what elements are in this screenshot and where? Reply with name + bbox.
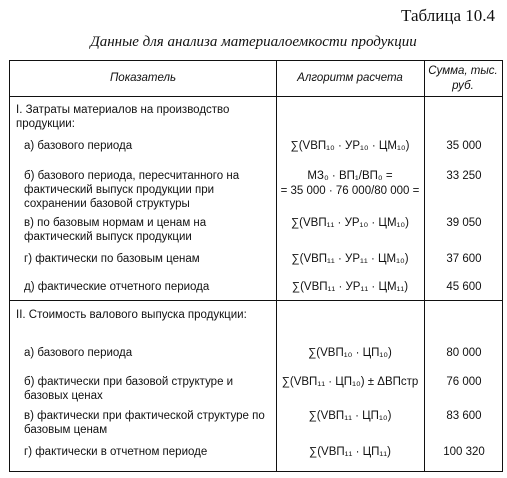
row-label: г) фактически в отчетном периоде <box>24 446 208 458</box>
row-formula: ∑(VBП₁₁ · ЦП₁₀) ± ΔВПстр <box>281 376 419 388</box>
row-label: д) фактические отчетного периода <box>24 281 210 293</box>
row-label: б) базового периода, пересчитанного на фактический выпуск продукции при сохранении базовой структуры <box>24 170 240 210</box>
header-algorithm: Алгоритм расчета <box>297 72 403 84</box>
row-value: 33 250 <box>446 170 482 182</box>
row-formula: ∑(VBП₁₀ · ЦП₁₀) <box>308 347 392 359</box>
row-formula: МЗ₀ · ВП₁/ВП₀ = <box>307 170 393 182</box>
table-caption: Данные для анализа материалоемкости продукции <box>90 34 417 50</box>
data-table <box>9 60 503 472</box>
row-label: а) базового периода <box>24 140 133 152</box>
header-sum: Сумма, тыс. руб. <box>428 65 498 92</box>
row-value: 83 600 <box>446 410 482 422</box>
row-value: 35 000 <box>446 140 482 152</box>
row-value: 76 000 <box>446 376 482 388</box>
row-label: б) фактически при базовой структуре и базовых ценах <box>24 376 234 402</box>
row-value: 39 050 <box>446 217 482 229</box>
column-divider <box>424 61 425 471</box>
row-formula: ∑(VBП₁₁ · ЦП₁₀) <box>308 410 392 422</box>
row-formula: ∑(VBП₁₁ · ЦП₁₁) <box>309 446 391 458</box>
header-indicator: Показатель <box>109 72 177 84</box>
table-number: Таблица 10.4 <box>401 6 495 25</box>
row-label: в) по базовым нормам и ценам на фактический выпуск продукции <box>24 217 207 243</box>
header-divider <box>10 96 502 97</box>
column-divider <box>276 61 277 471</box>
row-value: 80 000 <box>446 347 482 359</box>
row-formula: = 35 000 · 76 000/80 000 = <box>280 185 420 197</box>
section-title: II. Стоимость валового выпуска продукции: <box>16 309 247 321</box>
row-label: а) базового периода <box>24 347 133 359</box>
section-divider <box>10 300 502 301</box>
row-label: в) фактически при фактической структуре по базовым ценам <box>24 410 265 436</box>
section-title: I. Затраты материалов на производство продукции: <box>16 104 230 130</box>
row-label: г) фактически по базовым ценам <box>24 253 200 265</box>
row-value: 37 600 <box>446 253 482 265</box>
row-formula: ∑(VBП₁₁ · УР₁₁ · ЦМ₁₁) <box>291 281 409 293</box>
row-formula: ∑(VBП₁₁ · УР₁₁ · ЦМ₁₀) <box>291 253 409 265</box>
row-value: 45 600 <box>446 281 482 293</box>
row-formula: ∑(VBП₁₀ · УР₁₀ · ЦМ₁₀) <box>290 140 410 152</box>
row-formula: ∑(VBП₁₁ · УР₁₀ · ЦМ₁₀) <box>290 217 410 229</box>
row-value: 100 320 <box>443 446 485 458</box>
